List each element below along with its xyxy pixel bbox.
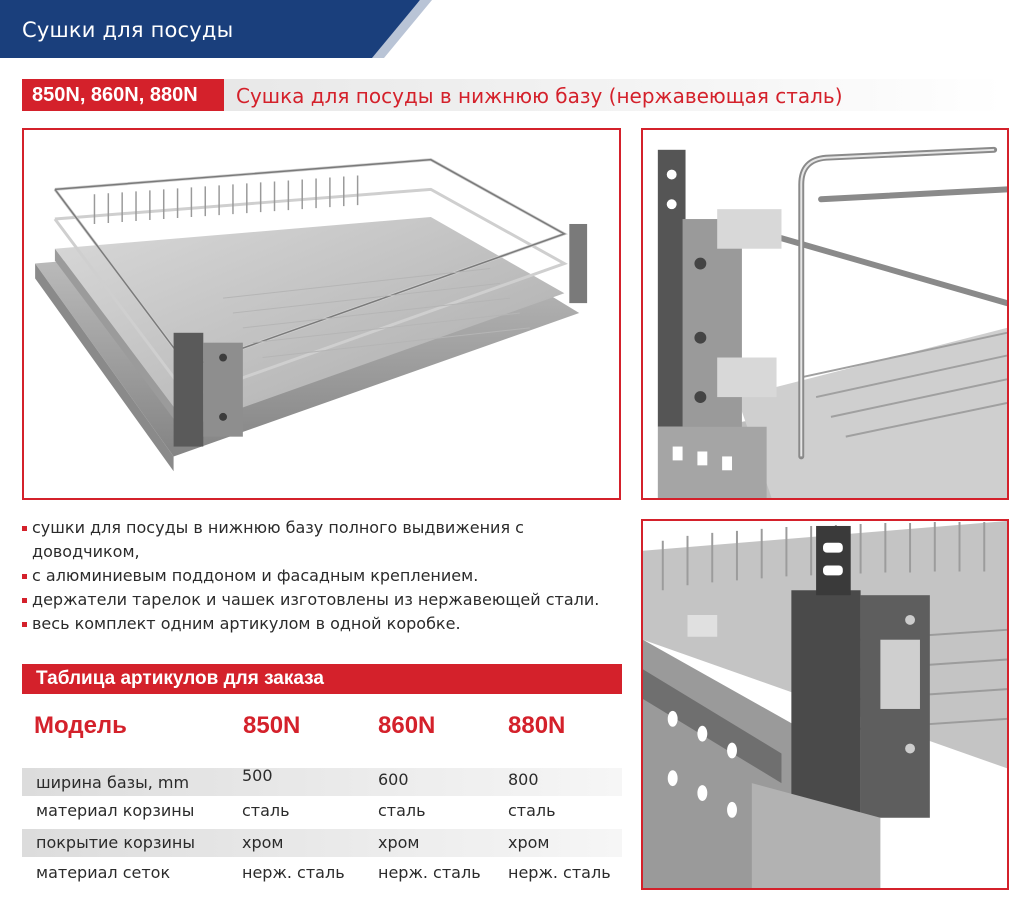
cell-value: хром — [378, 833, 420, 852]
row-label: материал сеток — [36, 863, 171, 882]
table-row — [22, 797, 622, 825]
cell-value: хром — [242, 833, 284, 852]
row-label: материал корзины — [36, 801, 195, 820]
feature-item: с алюминиевым поддоном и фасадным креплением. — [22, 564, 622, 588]
bracket-closeup-illustration — [643, 130, 1007, 498]
product-subtitle: Сушка для посуды в нижнюю базу (нержавеющая сталь) — [236, 84, 843, 108]
product-photo-closeup-runner — [641, 519, 1009, 890]
cell-value: нерж. сталь — [242, 863, 345, 882]
section-title: Сушки для посуды — [22, 18, 234, 42]
model-header-850n: 850N — [243, 712, 301, 739]
dish-rack-illustration — [24, 130, 619, 498]
cell-value: хром — [508, 833, 550, 852]
row-label: покрытие корзины — [36, 833, 195, 852]
product-photo-closeup-bracket — [641, 128, 1009, 500]
model-header-880n: 880N — [508, 712, 566, 739]
cell-value: нерж. сталь — [378, 863, 481, 882]
row-label: ширина базы, mm — [36, 773, 190, 792]
product-photo-main — [22, 128, 621, 500]
models-badge: 850N, 860N, 880N — [22, 79, 224, 111]
cell-value: сталь — [508, 801, 556, 820]
table-row — [22, 768, 622, 796]
feature-item: держатели тарелок и чашек изготовлены из нержавеющей стали. — [22, 588, 622, 612]
model-column-header: Модель — [34, 712, 127, 739]
feature-item: весь комплект одним артикулом в одной коробке. — [22, 612, 622, 636]
cell-value: 800 — [508, 770, 539, 789]
model-header-860n: 860N — [378, 712, 436, 739]
cell-value: сталь — [378, 801, 426, 820]
order-table-title: Таблица артикулов для заказа — [22, 664, 622, 694]
runner-closeup-illustration — [643, 521, 1007, 888]
cell-value: нерж. сталь — [508, 863, 611, 882]
cell-value: 500 — [242, 766, 273, 785]
feature-item: сушки для посуды в нижнюю базу полного выдвижения с доводчиком, — [22, 516, 622, 564]
table-row — [22, 859, 622, 887]
cell-value: сталь — [242, 801, 290, 820]
table-row — [22, 829, 622, 857]
cell-value: 600 — [378, 770, 409, 789]
feature-list — [22, 516, 622, 636]
